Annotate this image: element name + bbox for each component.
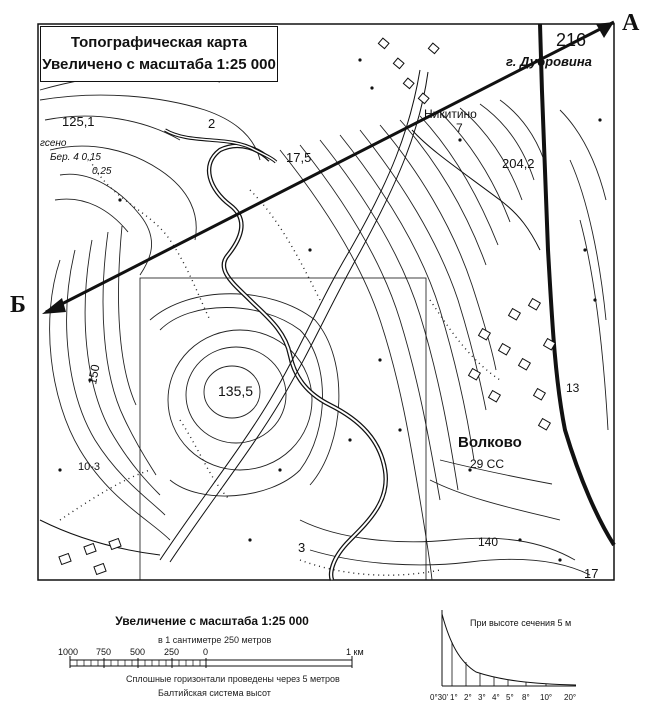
slope-tick-1: 1° — [450, 693, 458, 702]
label-num-10-3: 10-3 — [78, 461, 101, 473]
slope-tick-10: 10° — [540, 693, 553, 702]
label-height-1355: 135,5 — [218, 383, 254, 399]
scale-tick-250: 250 — [164, 647, 180, 657]
slope-tick-3: 3° — [478, 693, 486, 702]
slope-tick-0: 0°30' — [430, 693, 449, 702]
scale-per-cm: в 1 сантиметре 250 метров — [158, 635, 272, 645]
slope-tick-8: 8° — [522, 693, 530, 702]
scale-contour-note: Сплошные горизонтали проведены через 5 метров — [126, 674, 340, 684]
label-nikitino: Никитино — [424, 107, 477, 121]
slope-scale-title: При высоте сечения 5 м — [470, 618, 572, 628]
slope-tick-4: 4° — [492, 693, 500, 702]
label-contour-140: 140 — [478, 535, 499, 549]
corner-letter-a: А — [622, 10, 640, 36]
corner-letter-b: Б — [10, 292, 26, 318]
label-road-number: 216 — [556, 30, 587, 50]
map-title-line2: Увеличено с масштаба 1:25 000 — [42, 56, 276, 73]
label-dubrovina: г. Дубровина — [506, 54, 592, 69]
label-num-2: 2 — [208, 116, 216, 131]
label-height-1251: 125,1 — [62, 114, 95, 129]
map-frame — [38, 24, 614, 580]
label-volkovo: Волково — [458, 434, 522, 451]
slope-scale — [430, 604, 590, 708]
scale-height-system: Балтийская система высот — [158, 688, 271, 698]
label-height-2042: 204,2 — [502, 156, 535, 171]
label-forest-note: гсено — [40, 138, 67, 149]
scale-title: Увеличение с масштаба 1:25 000 — [115, 614, 309, 628]
label-num-3: 3 — [298, 540, 306, 555]
slope-tick-2: 2° — [464, 693, 472, 702]
slope-tick-20: 20° — [564, 693, 577, 702]
slope-tick-5: 5° — [506, 693, 514, 702]
scale-tick-750: 750 — [96, 647, 112, 657]
map-title-box — [40, 26, 278, 82]
label-volkovo-sub: 29 СС — [470, 457, 505, 471]
label-num-17: 17 — [584, 566, 599, 581]
label-forest-note2: Бер. 4 0,15 — [50, 152, 101, 163]
label-nikitino-count: 7 — [456, 121, 463, 135]
label-num-13: 13 — [566, 381, 580, 395]
scale-tick-1000: 1000 — [58, 647, 79, 657]
map-title-line1: Топографическая карта — [70, 34, 248, 51]
label-height-1175: 17,5 — [286, 150, 312, 165]
label-forest-note3: 0,25 — [92, 166, 112, 177]
scale-unit: 1 км — [346, 647, 364, 657]
scale-tick-0: 0 — [203, 647, 209, 657]
label-contour-150: 150 — [85, 363, 103, 386]
scale-tick-500: 500 — [130, 647, 146, 657]
